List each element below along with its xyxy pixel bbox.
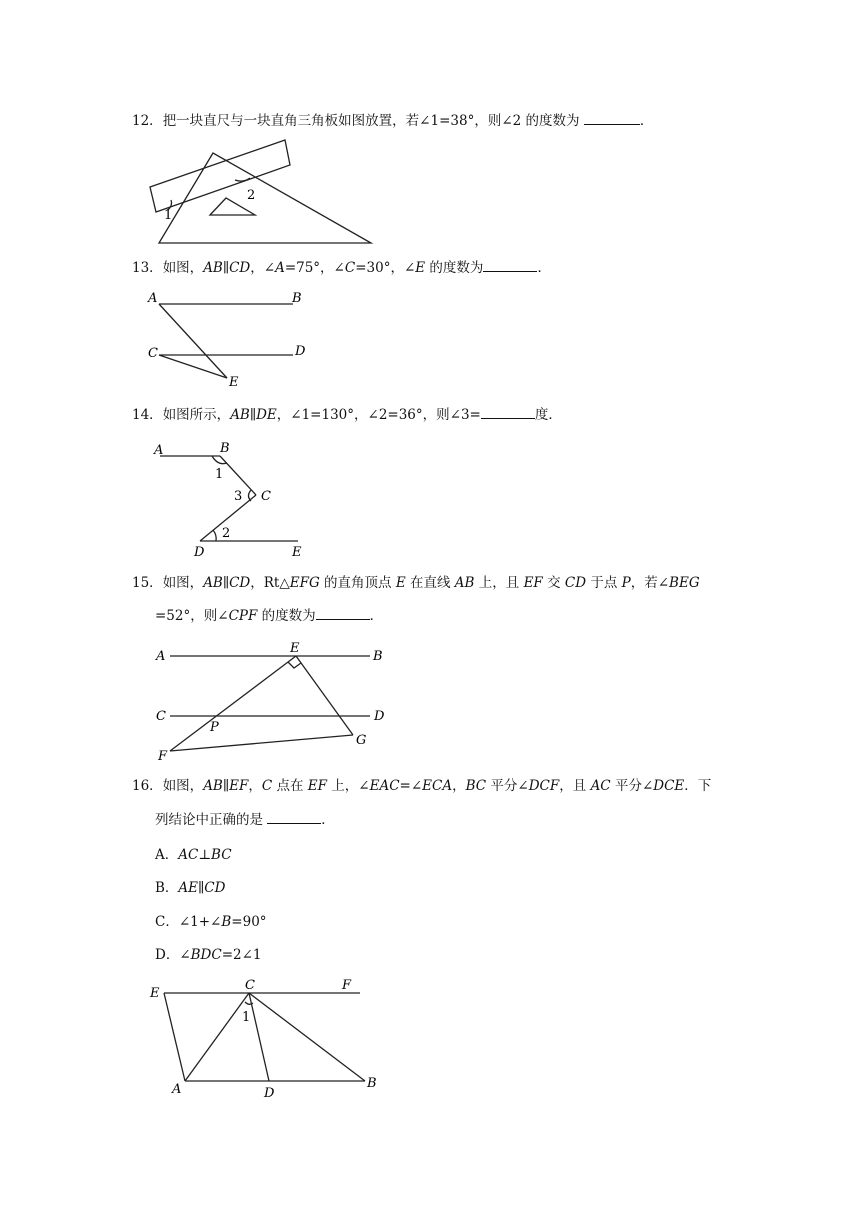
segment-ef: [170, 656, 296, 751]
label-1: 1: [242, 1010, 251, 1025]
answer-blank[interactable]: [267, 811, 321, 824]
label-2: 2: [247, 188, 256, 203]
question-15-stem-line2: =52°，则∠CPF 的度数为 ．: [155, 608, 384, 624]
answer-blank[interactable]: [483, 259, 537, 272]
answer-blank[interactable]: [316, 607, 370, 620]
label-2: 2: [222, 526, 231, 541]
question-16-stem-line1: 16．如图，AB∥EF，C 点在 EF 上，∠EAC=∠ECA，BC 平分∠DCF，且 AC 平分∠DCE．下: [132, 778, 712, 794]
angle-arc-1: [212, 456, 227, 464]
label-d: D: [264, 1086, 275, 1101]
option-b[interactable]: B．AE∥CD: [155, 880, 226, 896]
answer-blank[interactable]: [481, 406, 535, 419]
zigzag-figure-14: [150, 437, 315, 560]
segment-fg: [170, 735, 353, 751]
segment-ea: [164, 993, 185, 1081]
triangle-outer: [159, 153, 371, 243]
label-f: F: [158, 749, 168, 764]
angle-arc-1: [245, 1002, 253, 1004]
question-15-stem-line1: 15．如图，AB∥CD，Rt△EFG 的直角顶点 E 在直线 AB 上，且 EF 交 CD 于点 P，若∠BEG: [132, 575, 700, 591]
label-d: D: [295, 344, 306, 359]
question-14-stem: 14．如图所示，AB∥DE，∠1=130°，∠2=36°，则∠3= 度．: [132, 407, 562, 423]
label-b: B: [220, 441, 230, 456]
parallel-lines-figure-13: [145, 288, 320, 388]
label-a: A: [156, 649, 166, 664]
label-e: E: [150, 986, 160, 1001]
label-c: C: [148, 346, 158, 361]
option-d[interactable]: D．∠BDC=2∠1: [155, 947, 262, 963]
angle-arc-2: [235, 178, 250, 181]
question-16-stem-line2: 列结论中正确的是 ．: [155, 812, 335, 828]
label-b: B: [292, 291, 302, 306]
label-b: B: [367, 1076, 377, 1091]
question-number: 12．: [132, 113, 163, 129]
label-c: C: [156, 709, 166, 724]
right-angle-mark: [288, 662, 301, 668]
label-1: 1: [164, 208, 173, 223]
label-d: D: [374, 709, 385, 724]
question-12-stem: 12．把一块直尺与一块直角三角板如图放置，若∠1=38°，则∠2 的度数为 ．: [132, 113, 654, 129]
label-g: G: [356, 733, 367, 748]
ruler-triangle-figure: [140, 135, 380, 250]
label-c: C: [245, 978, 255, 993]
label-a: A: [172, 1082, 182, 1097]
right-triangle-figure-15: [150, 638, 395, 765]
label-a: A: [154, 443, 164, 458]
label-b: B: [373, 649, 383, 664]
question-text: 把一块直尺与一块直角三角板如图放置，若∠1=38°，则∠2 的度数为: [162, 113, 580, 129]
answer-blank[interactable]: [584, 112, 640, 125]
label-p: P: [210, 720, 219, 735]
trapezoid-figure-16: [145, 975, 385, 1100]
question-13-stem: 13．如图，AB∥CD，∠A=75°，∠C=30°，∠E 的度数为 ．: [132, 260, 551, 276]
label-3: 3: [234, 489, 243, 504]
label-d: D: [194, 545, 205, 560]
label-c: C: [261, 489, 271, 504]
label-a: A: [148, 291, 158, 306]
label-e: E: [292, 545, 302, 560]
label-f: F: [342, 978, 352, 993]
segment-ca: [185, 993, 249, 1081]
label-1: 1: [215, 467, 224, 482]
option-a[interactable]: A．AC⊥BC: [155, 847, 232, 863]
option-c[interactable]: C．∠1+∠B=90°: [155, 914, 267, 930]
label-e: E: [229, 375, 239, 390]
angle-arc-2: [213, 530, 216, 541]
segment-eg: [296, 656, 353, 735]
label-e: E: [290, 641, 300, 656]
